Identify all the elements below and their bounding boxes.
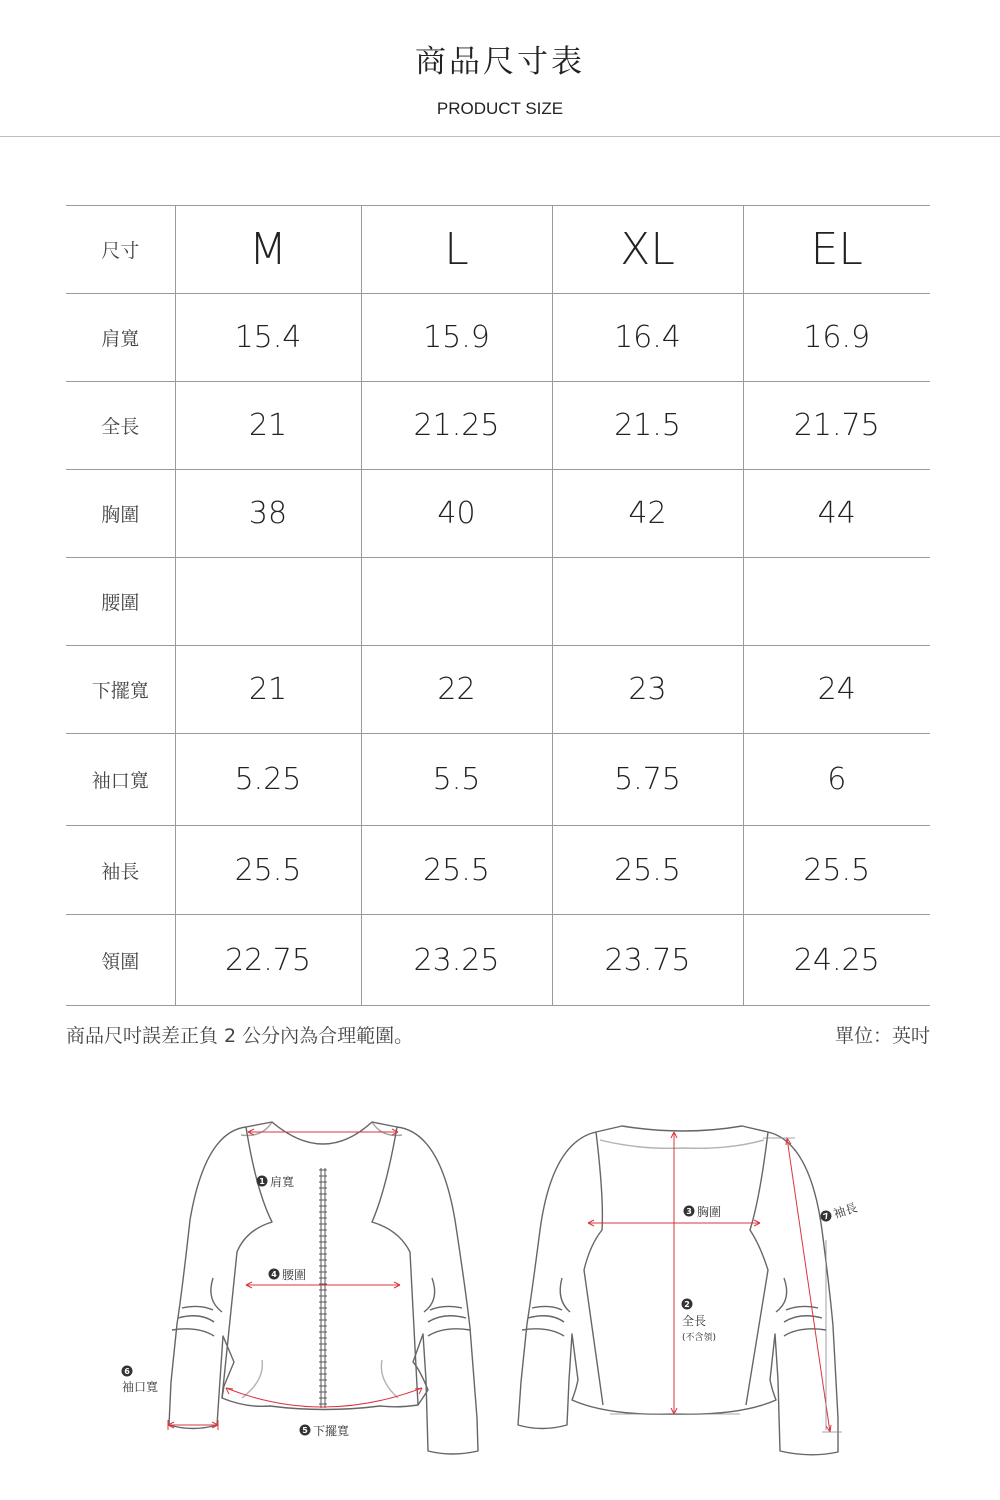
table-cell: 21.5 <box>552 382 743 470</box>
back-measure-guides <box>610 1138 842 1432</box>
front-hem-label <box>300 1423 350 1438</box>
table-cell <box>361 558 552 646</box>
row-label: 袖長 <box>66 826 175 915</box>
table-cell: 5.75 <box>552 734 743 826</box>
table-cell: 21.25 <box>361 382 552 470</box>
table-row <box>66 382 930 470</box>
sleeve-label: 袖長 <box>831 1200 859 1222</box>
cuff-marker-number: 6 <box>124 1367 130 1376</box>
table-cell: 42 <box>552 470 743 558</box>
page-subtitle: PRODUCT SIZE <box>436 99 564 118</box>
shoulder-label: 肩寬 <box>270 1175 295 1189</box>
table-cell: 15.9 <box>361 294 552 382</box>
table-cell: 25.5 <box>552 826 743 915</box>
waist-label: 腰圍 <box>282 1268 307 1282</box>
table-cell: 38 <box>175 470 361 558</box>
back-measure-lines <box>588 1132 831 1432</box>
table-cell: 23.25 <box>361 915 552 1006</box>
size-header-row <box>66 206 930 294</box>
row-label: 腰圍 <box>66 558 175 646</box>
table-cell <box>552 558 743 646</box>
row-label: 下擺寬 <box>66 646 175 734</box>
table-cell: 16.9 <box>743 294 930 382</box>
zipper-graphic <box>319 1168 327 1408</box>
table-cell: 24.25 <box>743 915 930 1006</box>
unit-note: 單位：英吋 <box>834 1025 930 1047</box>
table-cell: 24 <box>743 646 930 734</box>
table-row <box>66 558 930 646</box>
garment-measurement-diagram <box>0 1080 1000 1480</box>
back-chest-label <box>684 1204 722 1219</box>
table-cell: 25.5 <box>743 826 930 915</box>
table-cell: 23.75 <box>552 915 743 1006</box>
front-cuff-label <box>122 1366 159 1395</box>
chest-label: 胸圍 <box>697 1205 722 1219</box>
table-cell: 22.75 <box>175 915 361 1006</box>
cuff-label: 袖口寬 <box>122 1380 159 1394</box>
hem-label: 下擺寬 <box>313 1424 350 1438</box>
length-note: (不含領) <box>682 1333 717 1343</box>
sleeve-marker-number: 7 <box>822 1211 831 1222</box>
back-sleeve-label <box>819 1199 859 1225</box>
page-title: 商品尺寸表 <box>415 44 585 80</box>
size-m-header: M <box>175 206 361 294</box>
row-label: 袖口寬 <box>66 734 175 826</box>
hem-marker-number: 5 <box>302 1426 308 1435</box>
table-row <box>66 646 930 734</box>
row-label: 胸圍 <box>66 470 175 558</box>
table-row <box>66 734 930 826</box>
table-cell: 15.4 <box>175 294 361 382</box>
size-el-header: EL <box>743 206 930 294</box>
table-cell: 21.75 <box>743 382 930 470</box>
table-cell: 22 <box>361 646 552 734</box>
table-cell: 16.4 <box>552 294 743 382</box>
length-label: 全長 <box>682 1314 707 1328</box>
waist-marker-number: 4 <box>271 1270 277 1279</box>
table-cell: 40 <box>361 470 552 558</box>
size-xl-header: XL <box>552 206 743 294</box>
front-shoulder-label <box>257 1174 295 1189</box>
chest-marker-number: 3 <box>686 1207 692 1216</box>
header-divider <box>0 136 1000 137</box>
length-marker-number: 2 <box>684 1300 690 1309</box>
tolerance-note: 商品尺吋誤差正負 2 公分內為合理範圍。 <box>66 1025 414 1047</box>
table-cell: 6 <box>743 734 930 826</box>
table-row <box>66 826 930 915</box>
back-garment-drawing <box>518 1126 838 1455</box>
table-cell: 5.5 <box>361 734 552 826</box>
row-label: 全長 <box>66 382 175 470</box>
back-length-label <box>682 1299 717 1344</box>
table-cell <box>175 558 361 646</box>
table-cell <box>743 558 930 646</box>
size-table <box>66 205 930 1006</box>
table-cell: 23 <box>552 646 743 734</box>
table-row <box>66 470 930 558</box>
table-row <box>66 294 930 382</box>
table-cell: 5.25 <box>175 734 361 826</box>
table-cell: 21 <box>175 646 361 734</box>
row-label: 領圍 <box>66 915 175 1006</box>
table-row <box>66 915 930 1006</box>
table-cell: 25.5 <box>175 826 361 915</box>
table-corner-label: 尺寸 <box>66 206 175 294</box>
table-cell: 25.5 <box>361 826 552 915</box>
front-waist-label <box>269 1268 307 1282</box>
shoulder-marker-number: 1 <box>259 1177 265 1186</box>
row-label: 肩寬 <box>66 294 175 382</box>
table-cell: 44 <box>743 470 930 558</box>
table-cell: 21 <box>175 382 361 470</box>
size-l-header: L <box>361 206 552 294</box>
